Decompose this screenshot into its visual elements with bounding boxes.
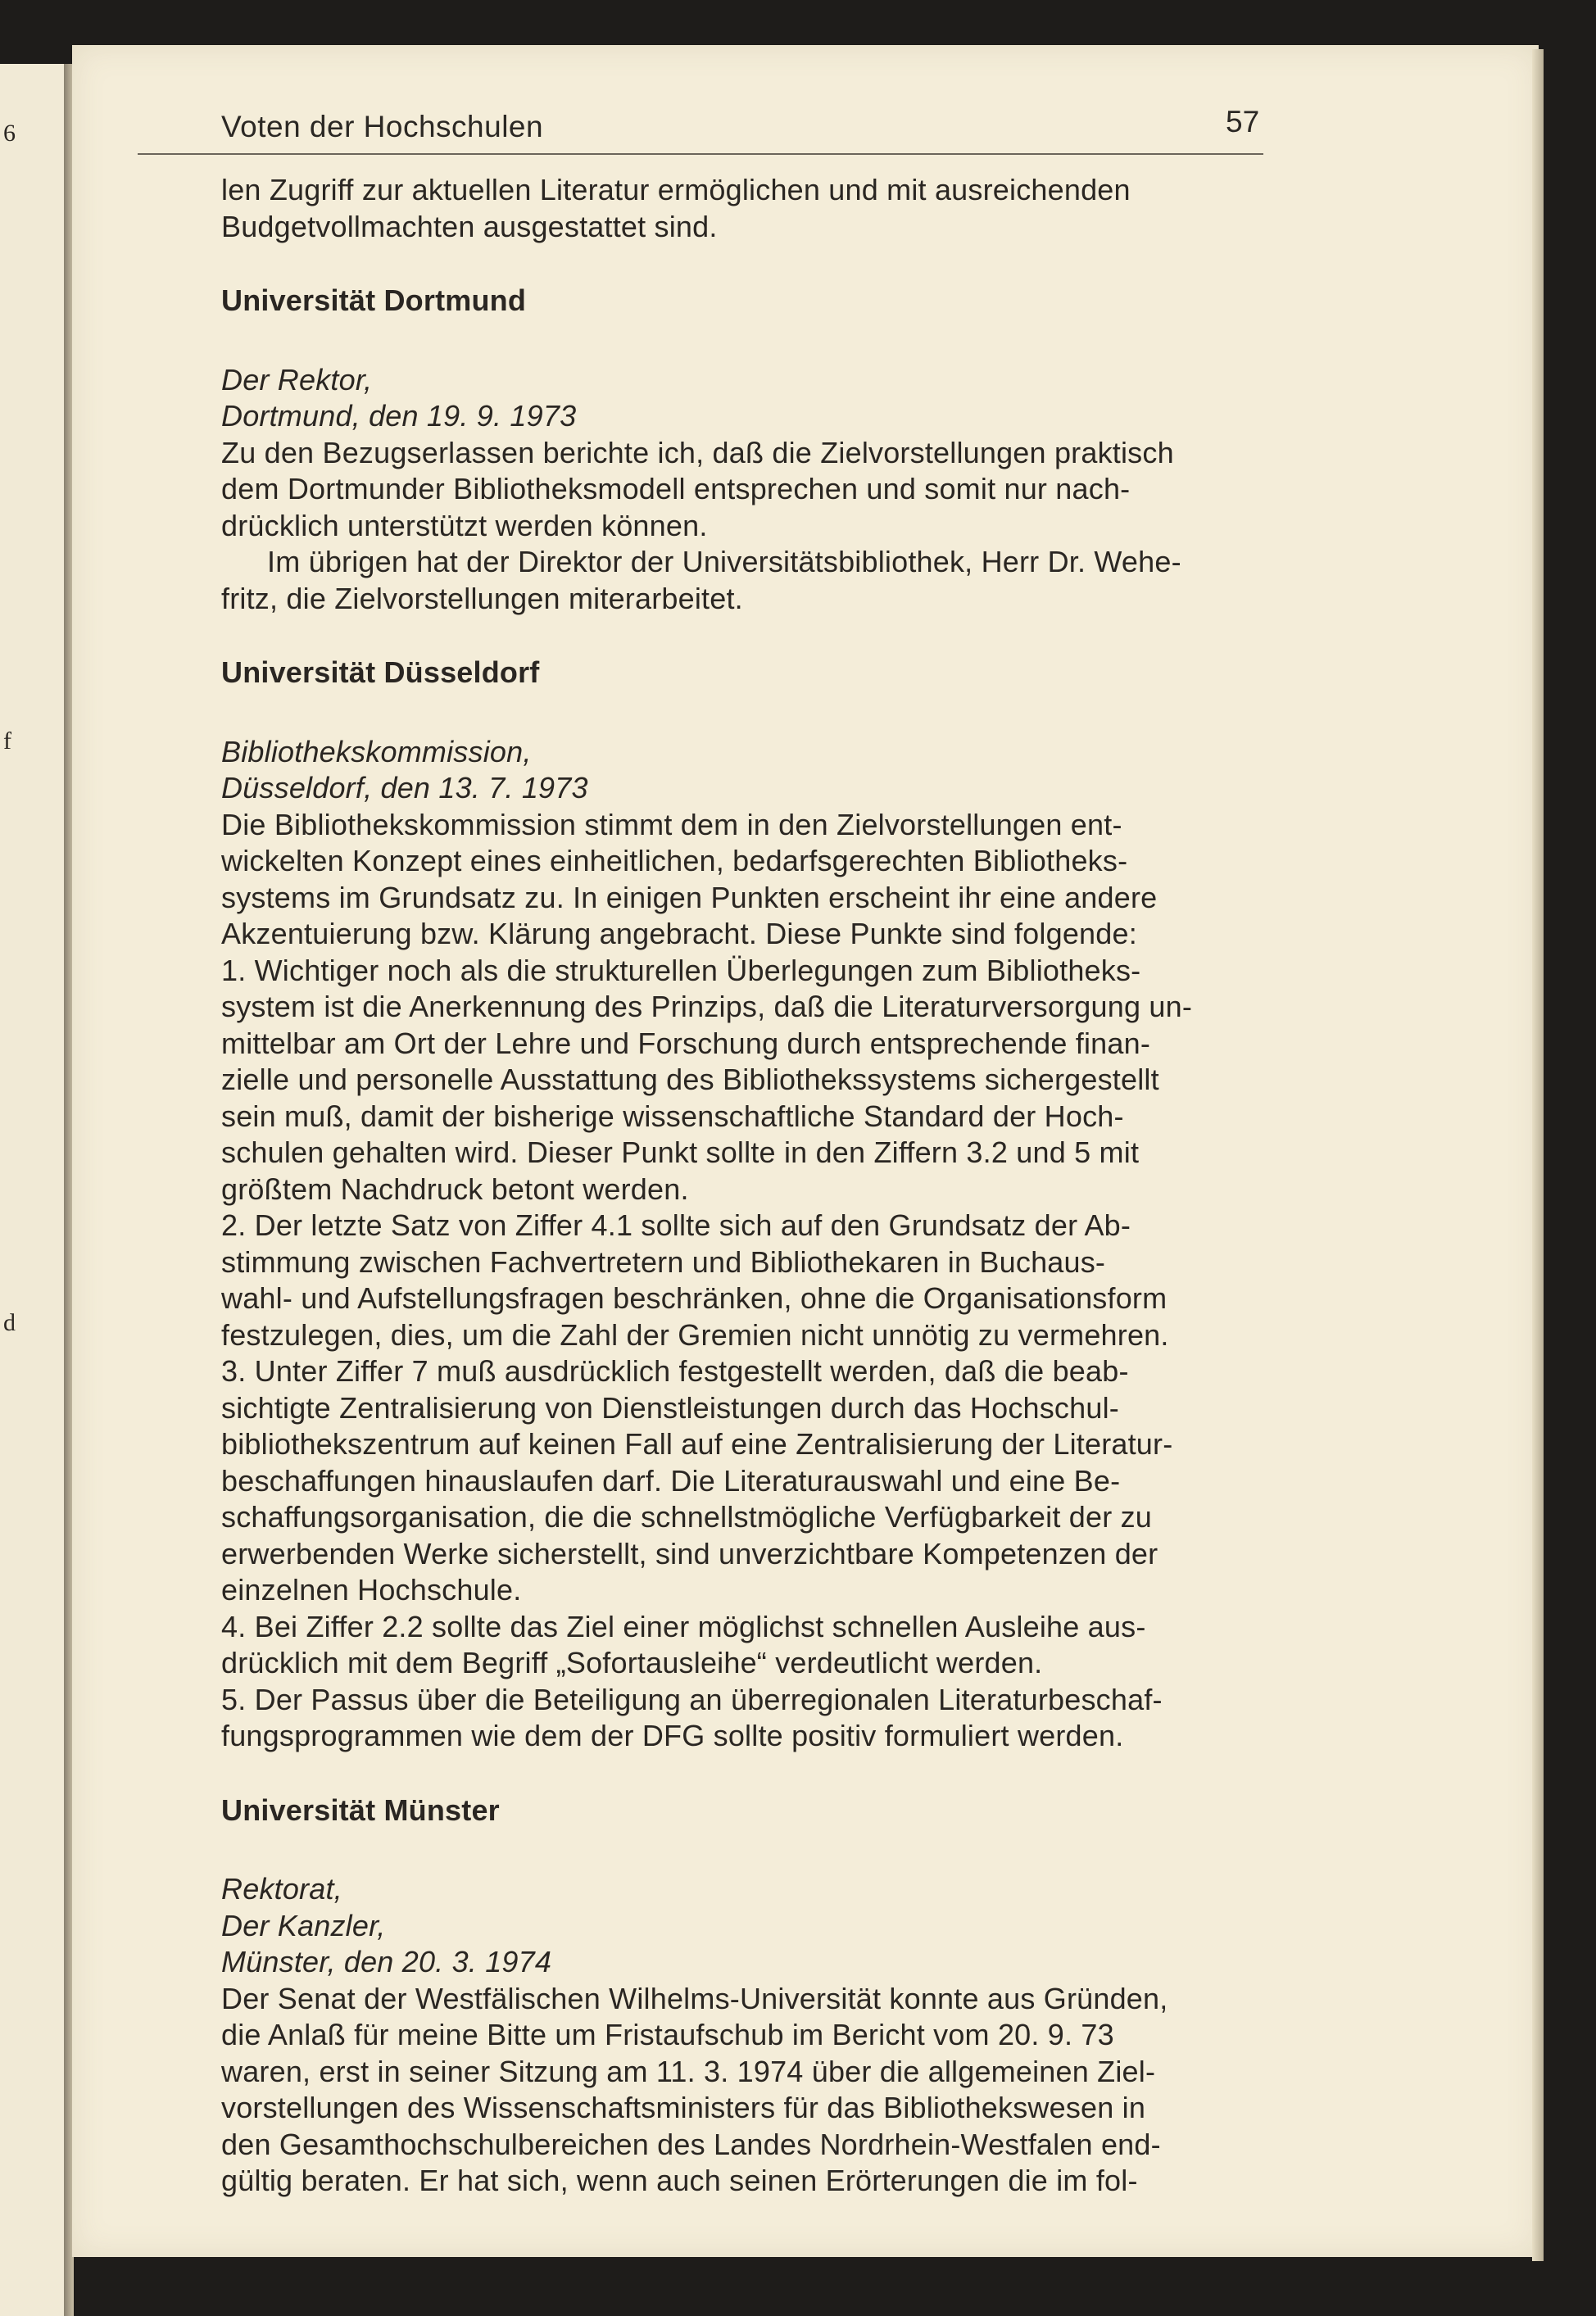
- text-line: Akzentuierung bzw. Klärung angebracht. Diese Punkte sind folgende:: [221, 917, 1137, 950]
- text-line: Im übrigen hat der Direktor der Universitätsbibliothek, Herr Dr. Wehe-: [267, 545, 1181, 578]
- text-line: festzulegen, dies, um die Zahl der Gremien nicht unnötig zu vermehren.: [221, 1317, 1169, 1352]
- text-line: beschaffungen hinauslaufen darf. Die Literaturauswahl und eine Be-: [221, 1463, 1121, 1498]
- sender-line: Rektorat,: [221, 1872, 342, 1906]
- text-line: wickelten Konzept eines einheitlichen, bedarfsgerechten Bibliotheks-: [221, 844, 1128, 877]
- page-content: [221, 172, 1278, 2200]
- sender-line: Bibliothekskommission,: [221, 734, 532, 768]
- text-line: drücklich unterstützt werden können.: [221, 508, 708, 542]
- text-line: zielle und personelle Ausstattung des Bibliothekssystems sichergestellt: [221, 1063, 1159, 1096]
- text-line: größtem Nachdruck betont werden.: [221, 1172, 689, 1206]
- running-header-title: Voten der Hochschulen: [221, 110, 544, 143]
- page-number: 57: [1226, 105, 1260, 138]
- text-line: erwerbenden Werke sicherstellt, sind unverzichtbare Kompetenzen der: [221, 1536, 1158, 1570]
- text-line: wahl- und Aufstellungsfragen beschränken, ohne die Organisationsform: [221, 1281, 1168, 1315]
- text-line: len Zugriff zur aktuellen Literatur ermöglichen und mit ausreichenden: [221, 173, 1131, 206]
- section-heading-muenster: Universität Münster: [221, 1793, 500, 1827]
- left-page-fragment: d: [3, 1309, 16, 1336]
- text-line: waren, erst in seiner Sitzung am 11. 3. 1974 über die allgemeinen Ziel-: [221, 2054, 1156, 2088]
- left-page-fragment: 6: [3, 120, 16, 147]
- text-line: die Anlaß für meine Bitte um Fristaufschub im Bericht vom 20. 9. 73: [221, 2018, 1114, 2051]
- text-line: system ist die Anerkennung des Prinzips, daß die Literaturversorgung un-: [221, 990, 1193, 1023]
- text-line: Budgetvollmachten ausgestattet sind.: [221, 209, 718, 243]
- text-line: Der Senat der Westfälischen Wilhelms-Universität konnte aus Gründen,: [221, 1981, 1168, 2015]
- sender-line: Der Rektor,: [221, 362, 373, 397]
- text-line: sein muß, damit der bisherige wissenschaftliche Standard der Hoch-: [221, 1099, 1124, 1133]
- text-line: stimmung zwischen Fachvertretern und Bibliothekaren in Buchaus-: [221, 1244, 1106, 1279]
- text-line: Die Bibliothekskommission stimmt dem in den Zielvorstellungen ent-: [221, 807, 1122, 841]
- list-item-1: 1. Wichtiger noch als die strukturellen Überlegungen zum Bibliotheks-: [221, 953, 1141, 987]
- list-item-3: 3. Unter Ziffer 7 muß ausdrücklich festgestellt werden, daß die beab-: [221, 1354, 1129, 1388]
- text-line: dem Dortmunder Bibliotheksmodell entsprechen und somit nur nach-: [221, 472, 1131, 505]
- text-line: Zu den Bezugserlassen berichte ich, daß die Zielvorstellungen praktisch: [221, 435, 1174, 469]
- left-page-fragment: f: [3, 727, 11, 755]
- text-line: schaffungsorganisation, die die schnellstmögliche Verfügbarkeit der zu: [221, 1500, 1153, 1534]
- text-line: fritz, die Zielvorstellungen miterarbeitet.: [221, 581, 743, 615]
- text-line: gültig beraten. Er hat sich, wenn auch seinen Erörterungen die im fol-: [221, 2164, 1138, 2197]
- header-rule: [138, 153, 1263, 155]
- text-line: vorstellungen des Wissenschaftsministers für das Bibliothekswesen in: [221, 2091, 1146, 2124]
- text-line: mittelbar am Ort der Lehre und Forschung durch entsprechende finan-: [221, 1026, 1151, 1060]
- page-edge: [1532, 49, 1544, 2261]
- text-line: sichtigte Zentralisierung von Dienstleistungen durch das Hochschul-: [221, 1390, 1119, 1425]
- list-item-2: 2. Der letzte Satz von Ziffer 4.1 sollte sich auf den Grundsatz der Ab-: [221, 1208, 1131, 1242]
- sender-line: Münster, den 20. 3. 1974: [221, 1945, 552, 1978]
- sender-line: Düsseldorf, den 13. 7. 1973: [221, 771, 588, 804]
- text-line: schulen gehalten wird. Dieser Punkt sollte in den Ziffern 3.2 und 5 mit: [221, 1135, 1140, 1169]
- text-line: drücklich mit dem Begriff „Sofortausleihe“ verdeutlicht werden.: [221, 1646, 1043, 1679]
- left-page-edge: [0, 64, 66, 2316]
- section-heading-dortmund: Universität Dortmund: [221, 283, 527, 317]
- sender-line: Der Kanzler,: [221, 1908, 386, 1942]
- text-line: systems im Grundsatz zu. In einigen Punkten erscheint ihr eine andere: [221, 880, 1158, 914]
- sender-line: Dortmund, den 19. 9. 1973: [221, 399, 577, 433]
- text-line: den Gesamthochschulbereichen des Landes Nordrhein-Westfalen end-: [221, 2127, 1161, 2161]
- text-line: fungsprogrammen wie dem der DFG sollte positiv formuliert werden.: [221, 1719, 1124, 1752]
- list-item-4: 4. Bei Ziffer 2.2 sollte das Ziel einer möglichst schnellen Ausleihe aus-: [221, 1609, 1146, 1643]
- list-item-5: 5. Der Passus über die Beteiligung an überregionalen Literaturbeschaf-: [221, 1682, 1163, 1716]
- section-heading-duesseldorf: Universität Düsseldorf: [221, 655, 540, 689]
- text-line: bibliothekszentrum auf keinen Fall auf eine Zentralisierung der Literatur-: [221, 1427, 1173, 1461]
- text-line: einzelnen Hochschule.: [221, 1573, 522, 1607]
